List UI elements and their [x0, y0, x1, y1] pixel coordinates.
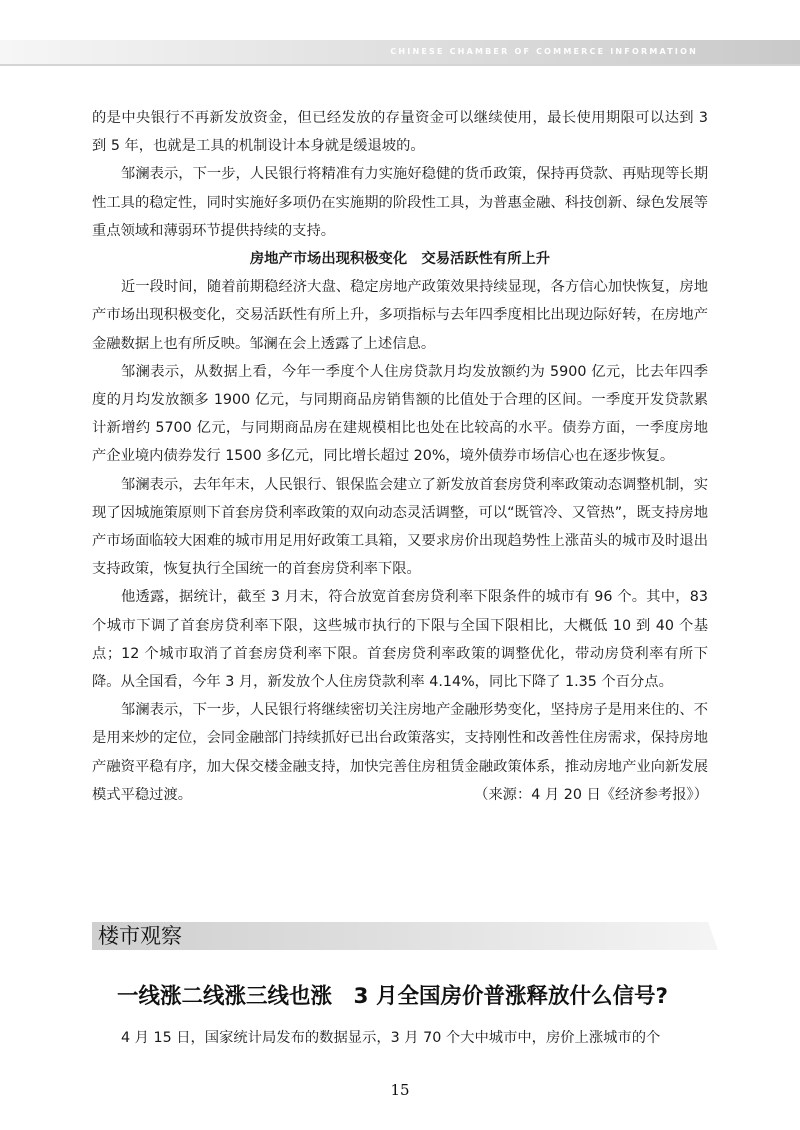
section-title: 楼市观察	[98, 924, 182, 948]
paragraph: 邹澜表示，从数据上看，今年一季度个人住房贷款月均发放额约为 5900 亿元，比去年四季度的月均发放额多 1900 亿元，与同期商品房销售额的比值处于合理的区间。一季度开发贷款累计新增约 5700 亿元，与同期商品房在建规模相比也处在比较高的水平。债券方面，一季度房地产企业境内债券发行 1500 多亿元，同比增长超过 20%，境外债券市场信心也在逐步恢复。	[92, 363, 708, 465]
paragraph-text: 邹澜表示，下一步，人民银行将继续密切关注房地产金融形势变化，坚持房子是用来住的、不是用来炒的定位，会同金融部门持续抓好已出台政策落实，支持刚性和改善性住房需求，保持房地产融资平稳有序，加大保交楼金融支持，加快完善住房租赁金融政策体系，推动房地产业向新发展模式平稳过渡。	[92, 702, 708, 803]
header-divider	[0, 64, 800, 66]
page-number: 15	[390, 1081, 410, 1099]
paragraph: 他透露，据统计，截至 3 月末，符合放宽首套房贷利率下限条件的城市有 96 个。其中，83 个城市下调了首套房贷利率下限，这些城市执行的下限与全国下限相比，大概低 10 到 40 个基点；12 个城市取消了首套房贷利率下限。首套房贷利率政策的调整优化，带动房贷利率有所下降。从全国看，今年 3 月，新发放个人住房贷款利率 4.14%，同比下降了 1.35 个百分点。	[92, 589, 708, 691]
section-band	[92, 922, 708, 950]
header-title: CHINESE CHAMBER OF COMMERCE INFORMATION	[390, 47, 698, 56]
paragraph: 邹澜表示，下一步，人民银行将精准有力实施好稳健的货币政策，保持再贷款、再贴现等长期性工具的稳定性，同时实施好多项仍在实施期的阶段性工具，为普惠金融、科技创新、绿色发展等重点领域和薄弱环节提供持续的支持。	[92, 166, 708, 239]
article-body	[92, 104, 708, 809]
article-lead: 4 月 15 日，国家统计局发布的数据显示，3 月 70 个大中城市中，房价上涨城市的个	[121, 1030, 661, 1046]
subheading: 房地产市场出现积极变化 交易活跃性有所上升	[249, 251, 551, 268]
paragraph: 邹澜表示，去年年末，人民银行、银保监会建立了新发放首套房贷利率政策动态调整机制，实现了因城施策原则下首套房贷利率政策的双向动态灵活调整，可以“既管冷、又管热”，既支持房地产市场面临较大困难的城市用足用好政策工具箱，又要求房价出现趋势性上涨苗头的城市及时退出支持政策，恢复执行全国统一的首套房贷利率下限。	[92, 476, 708, 578]
paragraph: 近一段时间，随着前期稳经济大盘、稳定房地产政策效果持续显现，各方信心加快恢复，房地产市场出现积极变化，交易活跃性有所上升，多项指标与去年四季度相比出现边际好转，在房地产金融数据上也有所反映。邹澜在会上透露了上述信息。	[92, 279, 708, 352]
paragraph-continuation: 的是中央银行不再新发放资金，但已经发放的存量资金可以继续使用，最长使用期限可以达到 3 到 5 年，也就是工具的机制设计本身就是缓退坡的。	[92, 110, 708, 155]
article-title: 一线涨二线涨三线也涨 3 月全国房价普涨释放什么信号?	[117, 984, 668, 1009]
paragraph	[92, 696, 708, 809]
source-citation: （来源：4 月 20 日《经济参考报》）	[474, 786, 708, 803]
